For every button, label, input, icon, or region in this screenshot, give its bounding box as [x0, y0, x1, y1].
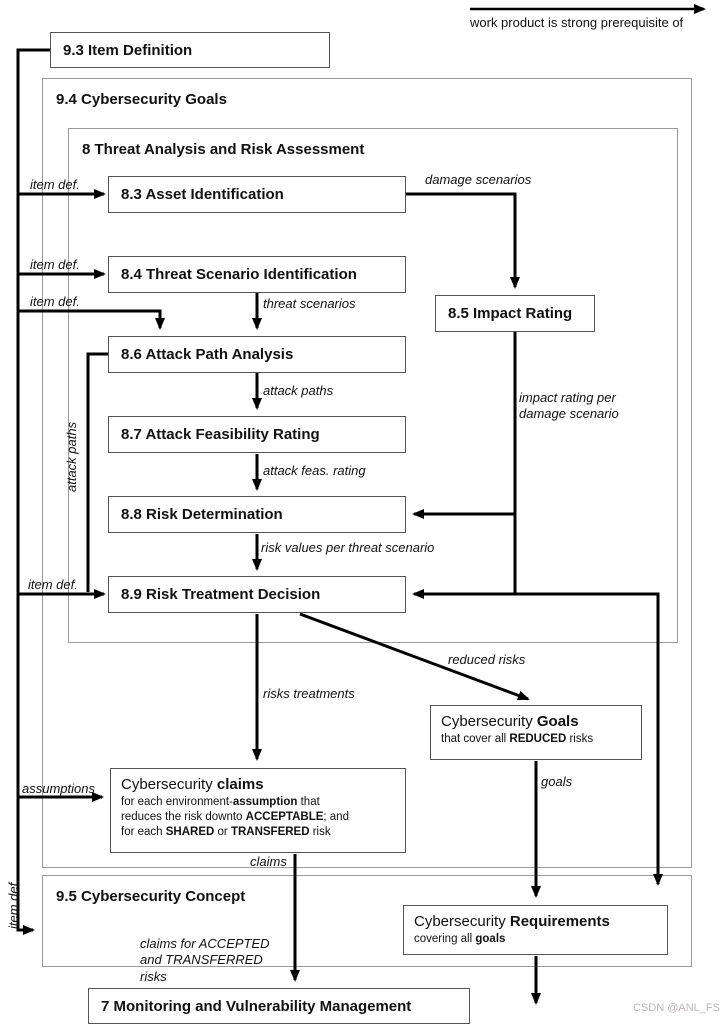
edge-label-claims-accepted: claims for ACCEPTED and TRANSFERRED risks — [140, 936, 270, 984]
item-def-to-attack-path-arrow — [18, 311, 160, 328]
edge-label-assumptions: assumptions — [22, 781, 95, 796]
cybersecurity-claims-line2: for each environment-assumption that — [121, 796, 320, 808]
node-monitoring: 7 Monitoring and Vulnerability Management — [88, 988, 470, 1024]
cybersecurity-goals-body: that cover all REDUCED risks — [441, 733, 594, 745]
node-attack-path-analysis: 8.6 Attack Path Analysis — [108, 336, 406, 373]
cybersecurity-requirements-box — [403, 905, 668, 955]
group-threat-analysis-label: 8 Threat Analysis and Risk Assessment — [82, 141, 365, 158]
node-risk-treatment-decision: 8.9 Risk Treatment Decision — [108, 576, 406, 613]
edge-label-risks-treatments: risks treatments — [263, 686, 355, 701]
group-cybersecurity-concept-label: 9.5 Cybersecurity Concept — [56, 888, 246, 905]
edge-label-item-def-3: item def. — [30, 294, 80, 309]
edge-label-impact-rating-per: impact rating per damage scenario — [519, 390, 619, 422]
edge-label-claims: claims — [250, 854, 287, 869]
edge-label-item-def-2: item def. — [30, 257, 80, 272]
node-risk-determination: 8.8 Risk Determination — [108, 496, 406, 533]
damage-scenarios-arrow — [406, 194, 515, 287]
cybersecurity-claims-line4: for each SHARED or TRANSFERED risk — [121, 825, 331, 838]
group-cybersecurity-goals-label: 9.4 Cybersecurity Goals — [56, 91, 227, 108]
cybersecurity-goals-title: Cybersecurity Goals — [441, 713, 579, 730]
node-item-definition: 9.3 Item Definition — [50, 32, 330, 68]
edge-label-attack-paths-vertical: attack paths — [64, 421, 79, 492]
edge-label-item-def-vertical: item def. — [6, 879, 21, 929]
cybersecurity-claims-box — [110, 768, 406, 853]
cybersecurity-claims-line3: reduces the risk downto ACCEPTABLE; and — [121, 810, 349, 823]
legend-label: work product is strong prerequisite of — [470, 15, 684, 30]
edge-label-attack-paths: attack paths — [263, 383, 334, 398]
cybersecurity-goals-box — [430, 705, 642, 760]
watermark: CSDN @ANL_FS — [633, 1002, 720, 1014]
cybersecurity-requirements-body: covering all goals — [414, 933, 506, 945]
edge-label-goals: goals — [541, 774, 573, 789]
edge-label-item-def-1: item def. — [30, 177, 80, 192]
cybersecurity-requirements-title: Cybersecurity Requirements — [414, 913, 610, 930]
node-impact-rating: 8.5 Impact Rating — [435, 295, 595, 332]
node-asset-identification: 8.3 Asset Identification — [108, 176, 406, 213]
attack-paths-side-line — [88, 354, 108, 592]
node-attack-feasibility-rating: 8.7 Attack Feasibility Rating — [108, 416, 406, 453]
edge-label-reduced-risks: reduced risks — [448, 652, 526, 667]
cybersecurity-claims-title: Cybersecurity claims — [121, 776, 264, 793]
node-threat-scenario-identification: 8.4 Threat Scenario Identification — [108, 256, 406, 293]
edge-label-item-def-4: item def. — [28, 577, 78, 592]
edge-label-threat-scenarios: threat scenarios — [263, 296, 356, 311]
edge-label-damage-scenarios: damage scenarios — [425, 172, 532, 187]
edge-label-attack-feas-rating: attack feas. rating — [263, 463, 366, 478]
edge-label-risk-values: risk values per threat scenario — [261, 540, 435, 555]
